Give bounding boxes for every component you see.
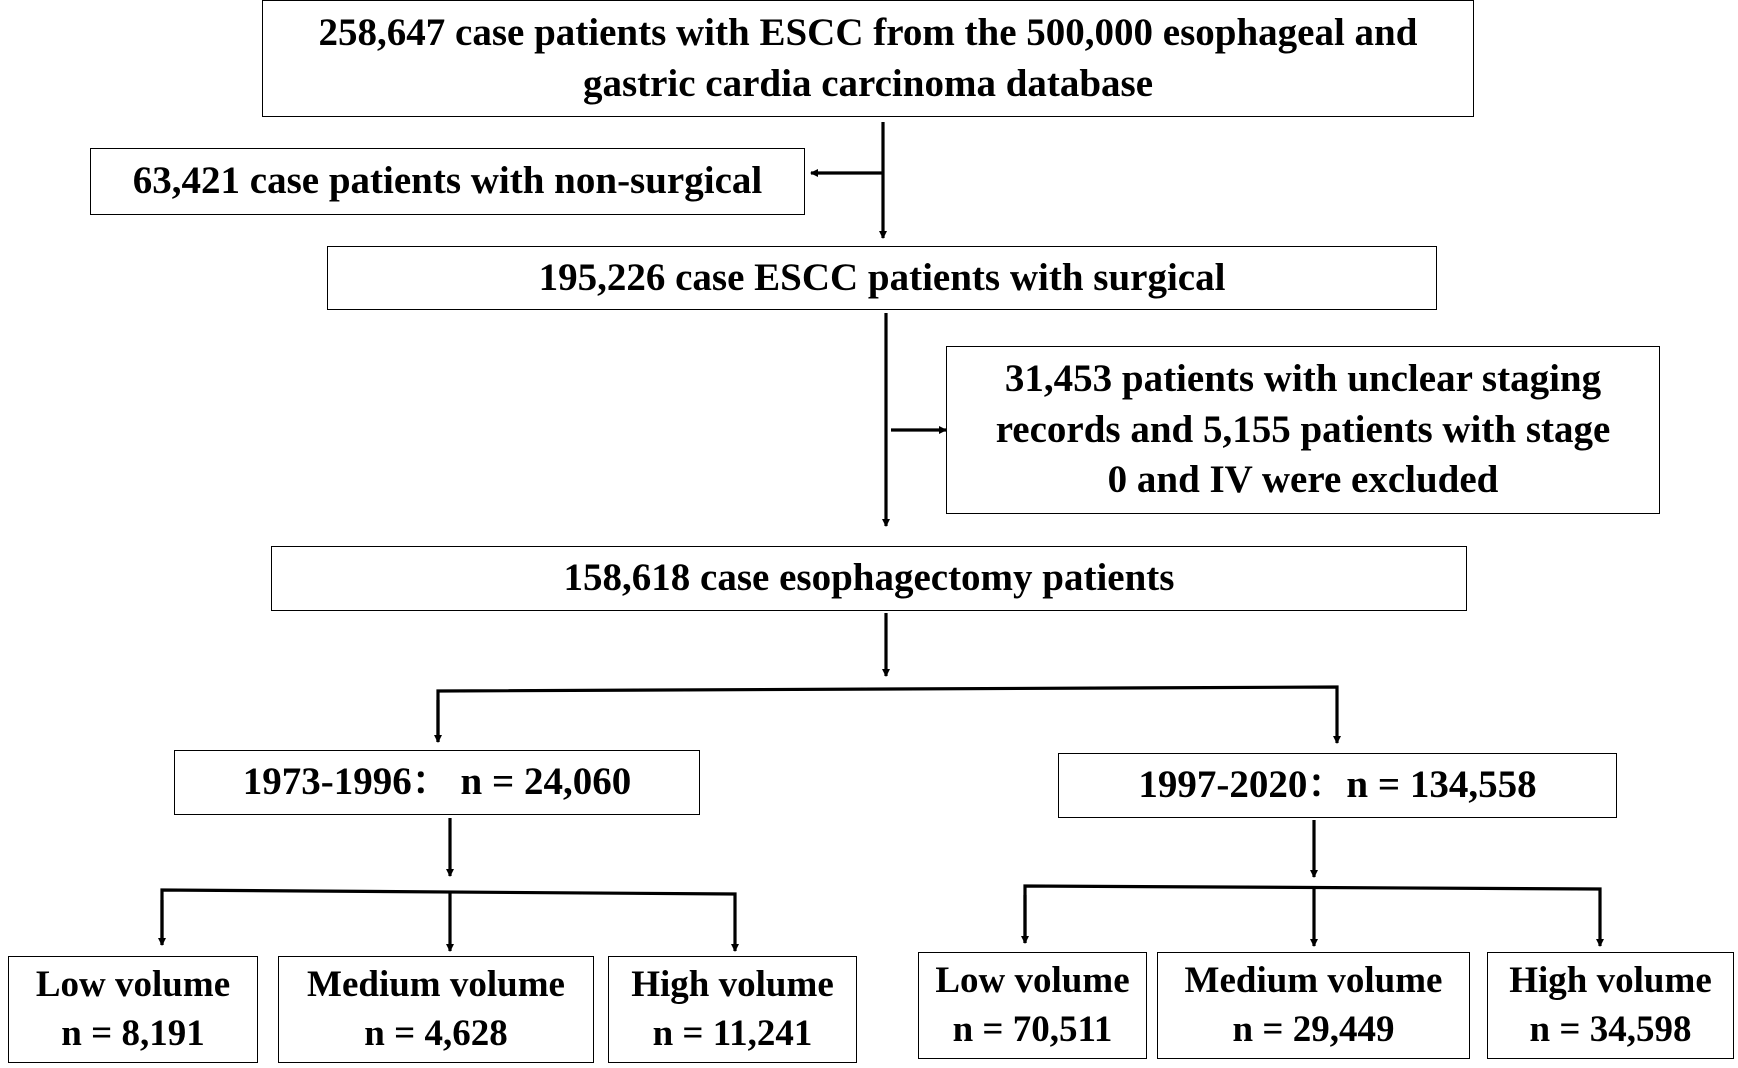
late-medium-label: Medium volume <box>1184 960 1443 1002</box>
database-line-1: 258,647 case patients with ESCC from the 500,000 esophageal and <box>318 10 1418 54</box>
database-line-2: gastric cardia carcinoma database <box>582 61 1154 105</box>
bracket-period-split <box>438 687 1337 743</box>
period-early-box <box>174 750 700 815</box>
early-medium-volume-box <box>278 956 594 1063</box>
surgical-box <box>327 246 1437 310</box>
late-medium-volume-box <box>1157 952 1470 1059</box>
non-surgical-text: 63,421 case patients with non-surgical <box>132 159 763 203</box>
early-low-volume-box <box>8 956 258 1063</box>
excluded-box <box>946 346 1660 514</box>
late-high-label: High volume <box>1509 960 1712 1002</box>
late-low-volume-box <box>918 952 1147 1059</box>
early-low-label: Low volume <box>35 964 231 1006</box>
late-low-count: n = 70,511 <box>952 1008 1113 1050</box>
early-low-count: n = 8,191 <box>61 1012 205 1054</box>
period-late-text: 1997-2020：n = 134,558 <box>1138 763 1537 807</box>
surgical-text: 195,226 case ESCC patients with surgical <box>538 255 1226 299</box>
period-late-box <box>1058 753 1617 818</box>
period-early-text: 1973-1996： n = 24,060 <box>242 760 632 804</box>
esophagectomy-text: 158,618 case esophagectomy patients <box>563 556 1175 600</box>
late-low-label: Low volume <box>935 960 1130 1002</box>
early-high-volume-box <box>608 956 857 1063</box>
excluded-line-3: 0 and IV were excluded <box>1107 458 1499 502</box>
late-medium-count: n = 29,449 <box>1232 1008 1395 1050</box>
early-medium-label: Medium volume <box>307 964 565 1006</box>
early-medium-count: n = 4,628 <box>364 1012 508 1054</box>
excluded-line-1: 31,453 patients with unclear staging <box>1004 356 1602 400</box>
database-box <box>262 0 1474 117</box>
early-high-count: n = 11,241 <box>652 1012 813 1054</box>
excluded-line-2: records and 5,155 patients with stage <box>995 407 1611 451</box>
esophagectomy-box <box>271 546 1467 611</box>
late-high-volume-box <box>1487 952 1734 1059</box>
non-surgical-box <box>90 148 805 215</box>
early-high-label: High volume <box>631 964 834 1006</box>
late-high-count: n = 34,598 <box>1529 1008 1692 1050</box>
